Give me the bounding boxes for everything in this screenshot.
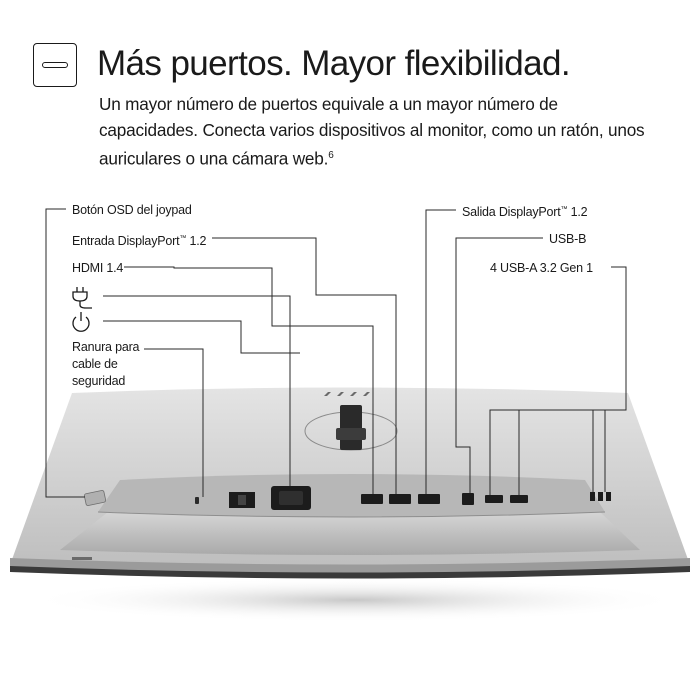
security-slot [195,497,199,504]
floor-shadow [25,578,685,622]
page-description: Un mayor número de puertos equivale a un mayor número de capacidades. Conecta varios dispositivos al monitor, como un ratón, unos auriculares o una cámara web.$^6$ [99,94,645,169]
label-displayport-in: Entrada DisplayPort™ 1.2 [72,234,207,249]
label-hdmi: HDMI 1.4 [72,261,124,275]
footnote-marker: 6 [328,150,334,161]
power-button-icon [73,312,89,331]
usb-a-port-4 [598,492,603,501]
label-security-slot: Ranura para cable de seguridad [72,340,140,388]
displayport-out-port [418,494,440,504]
displayport-in-port [389,494,411,504]
page-title: Más puertos. Mayor flexibilidad. [97,44,570,83]
usb-a-port-1 [485,495,503,503]
front-logo-strip [72,557,92,560]
label-usb-b: USB-B [549,232,587,246]
port-recess [98,474,605,517]
label-usb-a: 4 USB-A 3.2 Gen 1 [490,261,593,275]
usb-b-port [462,493,474,505]
hdmi-port [361,494,383,504]
usb-a-port-3 [590,492,595,501]
power-plug-icon [73,287,92,308]
label-joypad-osd: Botón OSD del joypad [72,203,192,217]
usb-a-port-2 [510,495,528,503]
label-displayport-out: Salida DisplayPort™ 1.2 [462,205,588,220]
